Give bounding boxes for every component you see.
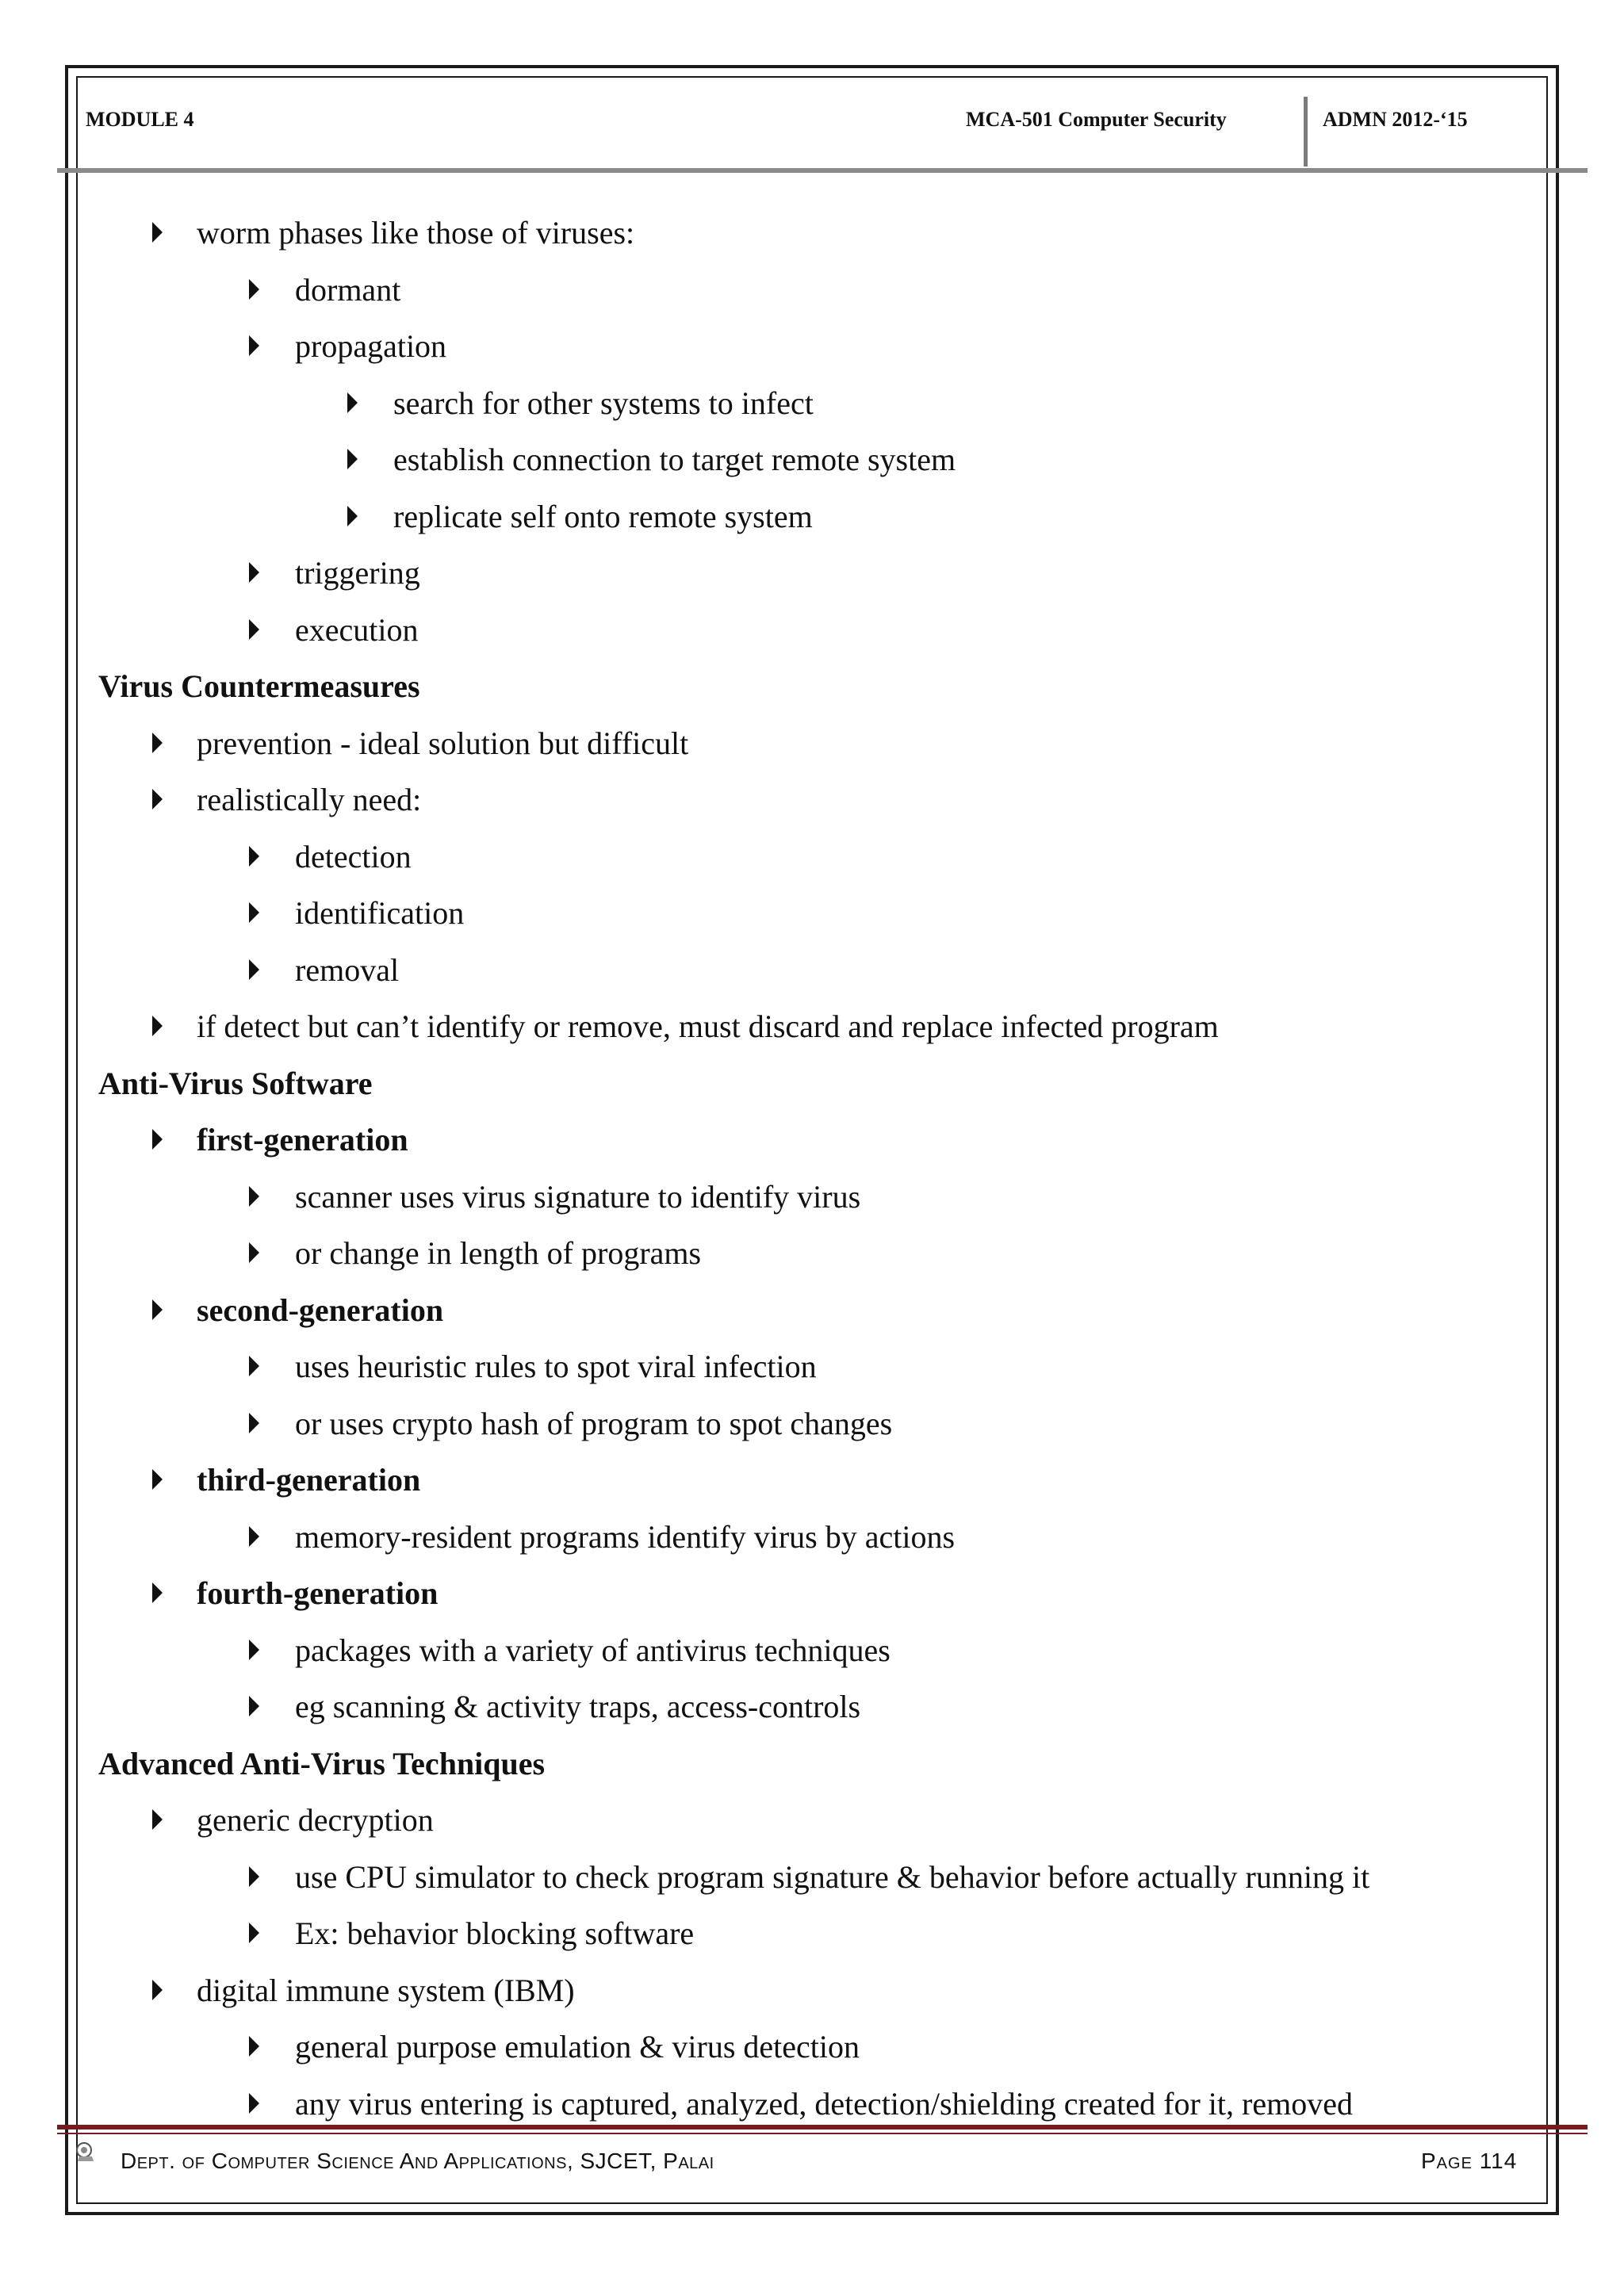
- header-admn: ADMN 2012-‘15: [1323, 108, 1468, 131]
- header-module: MODULE 4: [86, 108, 194, 131]
- header-course: MCA-501 Computer Security: [966, 108, 1227, 131]
- bullet-arrow-icon: [152, 1582, 163, 1603]
- bullet-arrow-icon: [249, 335, 259, 356]
- bullet-arrow-icon: [249, 2093, 259, 2114]
- bullet-arrow-icon: [152, 733, 163, 753]
- bullet-arrow-icon: [152, 1980, 163, 2000]
- bullet-arrow-icon: [249, 1640, 259, 1660]
- bullet-arrow-icon: [249, 619, 259, 640]
- bullet-arrow-icon: [152, 1129, 163, 1150]
- bullet-arrow-icon: [249, 562, 259, 583]
- bullet-arrow-icon: [152, 789, 163, 809]
- footer-page-number: Page 114: [1421, 2149, 1518, 2173]
- footer-rule: [57, 2125, 1588, 2130]
- header-rule: [57, 168, 1588, 173]
- bullet-arrow-icon: [249, 959, 259, 980]
- college-logo-icon: [75, 2141, 97, 2164]
- header-divider: [1304, 97, 1308, 166]
- bullet-arrow-icon: [152, 1809, 163, 1830]
- bullet-arrow-icon: [249, 1526, 259, 1547]
- bullet-arrow-icon: [249, 1923, 259, 1943]
- bullet-arrow-icon: [249, 902, 259, 923]
- bullet-arrow-icon: [152, 1016, 163, 1036]
- bullet-arrow-icon: [249, 846, 259, 867]
- bullet-arrow-icon: [249, 1242, 259, 1263]
- bullet-arrow-icon: [249, 1696, 259, 1716]
- bullet-arrow-icon: [249, 2036, 259, 2057]
- page-header: [76, 76, 1548, 170]
- bullet-arrow-icon: [347, 392, 358, 413]
- bullet-arrow-icon: [152, 222, 163, 243]
- bullet-arrow-icon: [249, 1413, 259, 1433]
- bullet-arrow-icon: [152, 1299, 163, 1320]
- bullet-arrow-icon: [347, 506, 358, 526]
- footer-rule-thin: [57, 2133, 1588, 2134]
- bullet-arrow-icon: [249, 1866, 259, 1887]
- bullet-arrow-icon: [249, 1186, 259, 1207]
- bullet-arrow-icon: [249, 1356, 259, 1376]
- bullet-arrow-icon: [249, 279, 259, 300]
- bullet-arrow-icon: [152, 1469, 163, 1490]
- bullet-arrow-icon: [347, 449, 358, 469]
- footer-department: Dept. of Computer Science And Applications, SJCET, Palai: [121, 2149, 714, 2173]
